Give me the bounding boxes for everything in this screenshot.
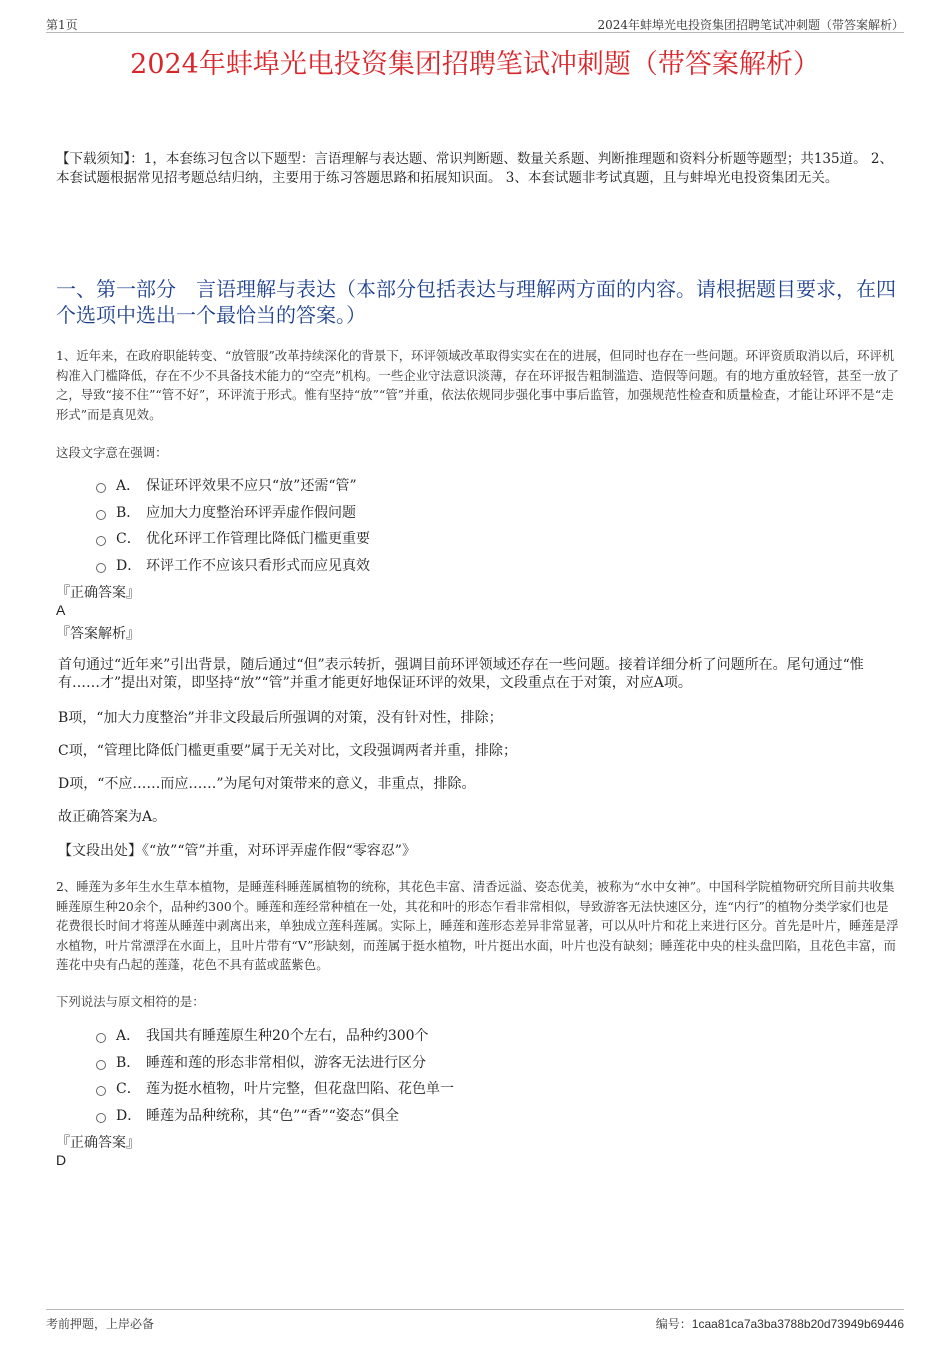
question-1-analysis-3: C项，“管理比降低门槛更重要”属于无关对比，文段强调两者并重，排除； (58, 743, 518, 759)
question-1-options (96, 472, 370, 578)
question-1-option-c[interactable]: C． 优化环评工作管理比降低门槛更重要 (96, 525, 370, 552)
radio-icon[interactable] (96, 1060, 106, 1070)
question-1-option-b[interactable]: B． 应加大力度整治环评弄虚作假问题 (96, 499, 370, 526)
question-1-passage: 1、近年来，在政府职能转变、“放管服”改革持续深化的背景下，环评领域改革取得实实在在的进展，但同时也存在一些问题。环评资质取消以后，环评机构准入门槛降低，存在不少不具备技术能力的“空壳”机构。一些企业守法意识淡薄，存在环评报告粗制滥造、造假等问题。有的地方重放轻管，甚至一放了之，导致“接不住”“管不好”，环评流于形式。惟有坚持“放”“管”并重，依法依规同步强化事中事后监管，加强规范性检查和质量检查，才能让环评不是“走形式”而是真见效。 (56, 348, 899, 422)
question-2-passage: 2、睡莲为多年生水生草本植物，是睡莲科睡莲属植物的统称，其花色丰富、清香远溢、姿态优美，被称为“水中女神”。中国科学院植物研究所目前共收集睡莲原生种20余个，品种约300个。睡莲和莲经常种植在一处，其花和叶的形态乍看非常相似，导致游客无法快速区分，连“内行”的植物分类学家们也是花费很长时间才将莲从睡莲中剥离出来，单独成立莲科莲属。实际上，睡莲和莲形态差异非常显著，可以从叶片和花上来进行区分。首先是叶片，睡莲是浮水植物，叶片常漂浮在水面上，且叶片带有“V”形缺刻，而莲属于挺水植物，叶片挺出水面，叶片也没有缺刻；睡莲花中央的柱头盘凹陷，且花色丰富，而莲花中央有凸起的莲蓬，花色不具有蓝或蓝紫色。 (56, 879, 899, 972)
section-title: 一、第一部分 言语理解与表达（本部分包括表达与理解两方面的内容。请根据题目要求，在四个选项中选出一个最恰当的答案。） (56, 277, 896, 327)
question-1-analysis-label: 『答案解析』 (56, 626, 140, 642)
page-footer (46, 1309, 904, 1331)
radio-icon[interactable] (96, 510, 106, 520)
document-title: 2024年蚌埠光电投资集团招聘笔试冲刺题（带答案解析） (130, 49, 820, 80)
page-header (46, 14, 904, 33)
download-notice: 【下载须知】：1，本套练习包含以下题型：言语理解与表达题、常识判断题、数量关系题、判断推理题和资料分析题等题型；共135道。 2、本套试题根据常见招考题总结归纳，主要用于练习答题思路和拓展知识面。 3、本套试题非考试真题，且与蚌埠光电投资集团无关。 (56, 151, 893, 186)
radio-icon[interactable] (96, 1086, 106, 1096)
question-1-option-a[interactable]: A． 保证环评效果不应只“放”还需“管” (96, 472, 370, 499)
question-1-analysis-2: B项，“加大力度整治”并非文段最后所强调的对策，没有针对性，排除； (58, 710, 503, 726)
question-2-option-d[interactable]: D． 睡莲为品种统称，其“色”“香”“姿态”俱全 (96, 1102, 454, 1129)
question-2-option-a[interactable]: A． 我国共有睡莲原生种20个左右，品种约300个 (96, 1022, 454, 1049)
radio-icon[interactable] (96, 563, 106, 573)
question-2-option-c[interactable]: C． 莲为挺水植物，叶片完整，但花盘凹陷、花色单一 (96, 1075, 454, 1102)
header-doc-title: 2024年蚌埠光电投资集团招聘笔试冲刺题（带答案解析） (597, 18, 904, 32)
radio-icon[interactable] (96, 1033, 106, 1043)
question-1-analysis-4: D项，“不应……而应……”为尾句对策带来的意义，非重点，排除。 (58, 776, 476, 792)
question-2-answer-label: 『正确答案』 (56, 1135, 140, 1151)
question-2-answer: D (56, 1152, 67, 1168)
question-1-analysis-5: 故正确答案为A。 (58, 809, 167, 825)
page-number: 第1页 (46, 18, 78, 32)
question-2-stem: 下列说法与原文相符的是： (56, 994, 205, 1009)
footer-code: 编号：1caa81ca7a3ba3788b20d73949b69446 (655, 1317, 904, 1331)
question-1-stem: 这段文字意在强调： (56, 445, 168, 460)
question-1-answer: A (56, 602, 66, 618)
question-1-source: 【文段出处】《“放”“管”并重，对环评弄虚作假“零容忍”》 (58, 843, 416, 859)
question-1-answer-label: 『正确答案』 (56, 585, 140, 601)
question-1-option-d[interactable]: D． 环评工作不应该只看形式而应见真效 (96, 552, 370, 579)
radio-icon[interactable] (96, 483, 106, 493)
question-1-analysis-1: 首句通过“近年来”引出背景，随后通过“但”表示转折，强调目前环评领域还存在一些问题。接着详细分析了问题所在。尾句通过“惟有……才”提出对策，即坚持“放”“管”并重才能更好地保证环评的效果，文段重点在于对策，对应A项。 (58, 657, 864, 691)
footer-slogan: 考前押题，上岸必备 (46, 1317, 155, 1331)
question-2-option-b[interactable]: B． 睡莲和莲的形态非常相似，游客无法进行区分 (96, 1049, 454, 1076)
question-2-options (96, 1022, 454, 1128)
radio-icon[interactable] (96, 1113, 106, 1123)
radio-icon[interactable] (96, 536, 106, 546)
